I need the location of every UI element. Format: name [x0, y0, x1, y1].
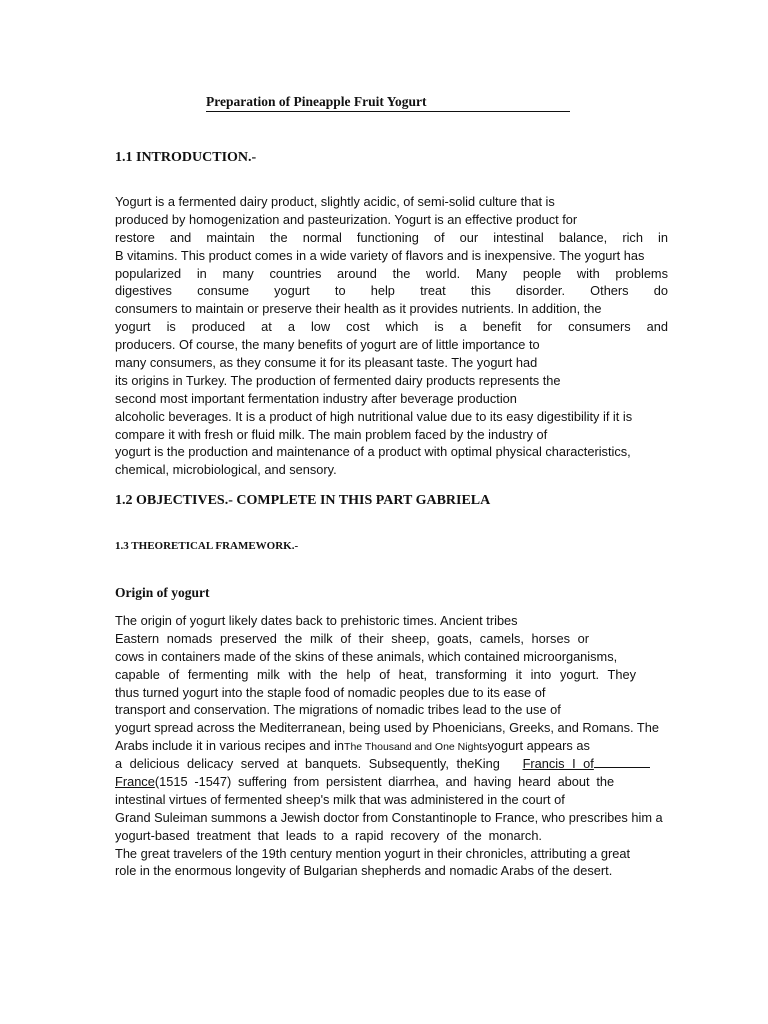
paragraph-line: restore and maintain the normal functioning of our intestinal balance, rich in — [115, 229, 668, 245]
paragraph-line: yogurt spread across the Mediterranean, being used by Phoenicians, Greeks, and Romans. The — [115, 720, 659, 736]
intro-heading: 1.1 INTRODUCTION.- — [115, 150, 257, 165]
paragraph-line: second most important fermentation industry after beverage production — [115, 390, 517, 406]
objectives-heading: 1.2 OBJECTIVES.- COMPLETE IN THIS PART GABRIELA — [115, 493, 491, 508]
france-link[interactable]: France — [115, 774, 155, 790]
paragraph-line: digestives consume yogurt to help treat this disorder. Others do — [115, 283, 668, 299]
book-title: The Thousand and One Nights — [344, 741, 488, 754]
origin-heading: Origin of yogurt — [115, 585, 210, 600]
paragraph-line: transport and conservation. The migrations of nomadic tribes lead to the use of — [115, 702, 561, 718]
king-link[interactable]: Francis I of — [522, 756, 594, 772]
paragraph-line: alcoholic beverages. It is a product of high nutritional value due to its easy digestibility if it is — [115, 408, 633, 424]
paragraph-line: role in the enormous longevity of Bulgarian shepherds and nomadic Arabs of the desert. — [115, 863, 613, 879]
intro-paragraph — [115, 193, 668, 479]
arabs-text-end: yogurt appears as — [487, 738, 590, 754]
paragraph-line — [115, 737, 697, 755]
framework-heading: 1.3 THEORETICAL FRAMEWORK.- — [115, 540, 299, 552]
paragraph-line: yogurt is produced at a low cost which is a benefit for consumers and — [115, 319, 668, 335]
paragraph-line: producers. Of course, the many benefits of yogurt are of little importance to — [115, 337, 540, 353]
delicacy-text: a delicious delicacy served at banquets. Subsequently, theKing — [115, 756, 500, 772]
paragraph-line: intestinal virtues of fermented sheep's milk that was administered in the court of — [115, 791, 565, 807]
paragraph-line: cows in containers made of the skins of these animals, which contained microorganisms, — [115, 648, 618, 664]
paragraph-line: capable of fermenting milk with the help of heat, transforming it into yogurt. They — [115, 666, 636, 682]
paragraph-line: chemical, microbiological, and sensory. — [115, 462, 337, 478]
arabs-text: Arabs include it in various recipes and in — [115, 738, 345, 754]
document-title: Preparation of Pineapple Fruit Yogurt — [206, 94, 570, 112]
paragraph-line: popularized in many countries around the world. Many people with problems — [115, 265, 668, 281]
paragraph-line: compare it with fresh or fluid milk. The main problem faced by the industry of — [115, 426, 548, 442]
paragraph-line: its origins in Turkey. The production of fermented dairy products represents the — [115, 372, 561, 388]
paragraph-line: B vitamins. This product comes in a wide variety of flavors and is inexpensive. The yogurt has — [115, 247, 645, 263]
paragraph-line: yogurt-based treatment that leads to a rapid recovery of the monarch. — [115, 827, 542, 843]
paragraph-line: Yogurt is a fermented dairy product, slightly acidic, of semi-solid culture that is — [115, 194, 555, 209]
paragraph-line: many consumers, as they consume it for its pleasant taste. The yogurt had — [115, 355, 538, 371]
origin-paragraph — [115, 612, 697, 880]
paragraph-line: consumers to maintain or preserve their health as it provides nutrients. In addition, the — [115, 301, 602, 317]
paragraph-line: The great travelers of the 19th century mention yogurt in their chronicles, attributing a great — [115, 845, 630, 861]
paragraph-line: Eastern nomads preserved the milk of their sheep, goats, camels, horses or — [115, 630, 589, 646]
paragraph-line: Grand Suleiman summons a Jewish doctor from Constantinople to France, who prescribes him a — [115, 809, 663, 825]
paragraph-line: thus turned yogurt into the staple food of nomadic peoples due to its ease of — [115, 684, 546, 700]
underline-blank — [594, 755, 650, 768]
paragraph-line — [115, 773, 642, 791]
paragraph-line: The origin of yogurt likely dates back to prehistoric times. Ancient tribes — [115, 613, 518, 628]
paragraph-line: yogurt is the production and maintenance of a product with optimal physical characteristics, — [115, 444, 631, 460]
paragraph-line: produced by homogenization and pasteurization. Yogurt is an effective product for — [115, 211, 578, 227]
france-text: (1515 -1547) suffering from persistent diarrhea, and having heard about the — [154, 774, 615, 790]
paragraph-line — [115, 755, 697, 773]
